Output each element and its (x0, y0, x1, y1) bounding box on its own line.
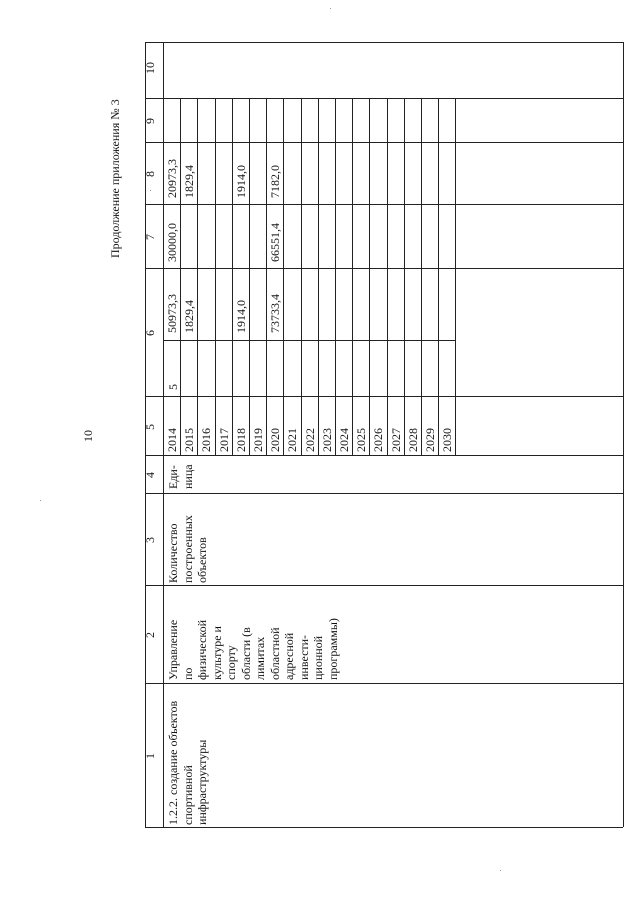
table-rule (145, 268, 623, 269)
year-2023: 2023 (320, 428, 334, 452)
table-rule (352, 98, 353, 455)
table-rule (335, 98, 336, 455)
year-2021: 2021 (285, 428, 299, 452)
year-2024: 2024 (337, 428, 351, 452)
cell-indicator-line-3: объектов (195, 537, 209, 583)
table-rule (145, 683, 623, 684)
value8-2018: 1914,0 (234, 165, 248, 198)
year-2030: 2030 (440, 428, 454, 452)
value8-2015: 1829,4 (182, 165, 196, 198)
total-2014: 50973,3 (165, 294, 179, 333)
table-rule (249, 98, 250, 455)
table-rule (266, 98, 267, 455)
table-rule (197, 98, 198, 455)
column-number-5: 5 (143, 423, 157, 430)
table-rule (145, 42, 146, 827)
cell-executor-line-8: областной (267, 627, 282, 680)
cell-executor-line-6: области (в (238, 627, 253, 680)
column-number-1: 1 (143, 753, 157, 759)
table-rule (163, 268, 164, 396)
table-rule (180, 98, 181, 455)
table-rule (163, 42, 164, 827)
table-rule (215, 98, 216, 455)
cell-executor-line-5: спорту (224, 645, 238, 680)
cell-executor-line-7: лимитах (253, 636, 267, 680)
table-rule (145, 493, 623, 494)
cell-executor-line-2: по (180, 667, 195, 680)
year-2027: 2027 (389, 428, 403, 452)
table-rule (421, 98, 422, 455)
year-2020: 2020 (268, 428, 282, 452)
cell-unit-line-2: ница (180, 464, 195, 489)
table-rule (387, 98, 388, 455)
table-rule (145, 98, 623, 99)
scan-speck (150, 190, 151, 191)
value7-2014: 30000,0 (165, 223, 179, 262)
value8-2014: 20973,3 (165, 159, 179, 198)
table-rule (369, 98, 370, 455)
year-2018: 2018 (234, 428, 248, 452)
table-rule (283, 98, 284, 455)
table-rule (145, 396, 623, 397)
cell-col6-first: 5 (166, 384, 180, 390)
value7-2020: 66551,4 (268, 223, 282, 262)
total-2020: 73733,4 (268, 294, 282, 333)
table-rule (145, 827, 623, 828)
cell-executor-line-12: программы) (325, 618, 340, 680)
table-rule (145, 455, 623, 456)
table-rule (318, 98, 319, 455)
column-number-10: 10 (143, 62, 157, 74)
column-number-8: 8 (143, 171, 157, 177)
cell-executor-line-1: Управление (166, 619, 180, 680)
cell-indicator-line-2: построенных (180, 515, 195, 583)
table-rule (623, 42, 624, 827)
table-rule (438, 98, 439, 455)
scan-speck (40, 500, 41, 501)
year-2022: 2022 (303, 428, 317, 452)
table-rule (232, 98, 233, 455)
table-rule (145, 204, 623, 205)
column-number-2: 2 (143, 632, 157, 638)
scan-speck (500, 870, 501, 871)
year-2028: 2028 (406, 428, 420, 452)
column-number-6: 6 (143, 330, 157, 336)
page-number: 10 (81, 430, 95, 442)
cell-direction-line-3: инфраструктуры (195, 739, 209, 825)
column-number-7: 7 (143, 234, 157, 240)
scan-speck (330, 8, 331, 9)
table-rule (163, 340, 455, 341)
table-rule (145, 42, 623, 43)
table-rule (145, 585, 623, 586)
year-2016: 2016 (199, 428, 213, 452)
table-rule (404, 98, 405, 455)
table-rule (145, 142, 623, 143)
column-number-3: 3 (143, 537, 157, 543)
year-2014: 2014 (165, 428, 179, 452)
year-2029: 2029 (423, 428, 437, 452)
year-2025: 2025 (354, 428, 368, 452)
cell-executor-line-4: культуре и (209, 626, 224, 680)
cell-direction-line-1: 1.2.2. создание объектов (166, 700, 180, 825)
cell-executor-line-11: ционной (311, 635, 325, 680)
cell-executor-line-9: адресной (282, 632, 296, 680)
value8-2020: 7182,0 (268, 165, 282, 198)
page-heading: Продолжение приложения № 3 (108, 99, 122, 258)
cell-direction-line-2: спортивной (180, 765, 195, 825)
column-number-4: 4 (143, 472, 157, 478)
year-2015: 2015 (182, 428, 196, 452)
table-rule (301, 98, 302, 455)
total-2018: 1914,0 (234, 300, 248, 333)
column-number-9: 9 (143, 118, 157, 124)
cell-executor-line-10: инвести- (296, 634, 311, 680)
cell-indicator-line-1: Количество (166, 523, 180, 583)
year-2017: 2017 (217, 428, 231, 452)
cell-unit-line-1: Еди- (166, 465, 180, 489)
table-rule (455, 98, 456, 455)
year-2026: 2026 (371, 428, 385, 452)
cell-executor-line-3: физической (195, 620, 209, 680)
year-2019: 2019 (251, 428, 265, 452)
total-2015: 1829,4 (182, 300, 196, 333)
